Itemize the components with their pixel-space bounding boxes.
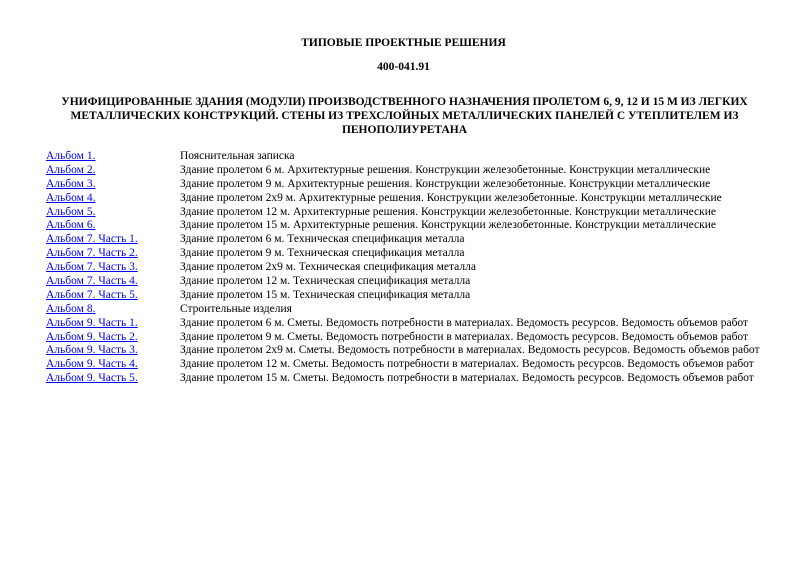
- album-row: [46, 219, 786, 233]
- album-row: [46, 289, 786, 303]
- album-row: [46, 344, 786, 358]
- album-row: [46, 150, 786, 164]
- album-link[interactable]: Альбом 5.: [46, 205, 96, 218]
- album-description: Здание пролетом 15 м. Сметы. Ведомость потребности в материалах. Ведомость ресурсов. Ведомость объемов работ: [180, 372, 754, 385]
- album-description: Здание пролетом 2х9 м. Архитектурные решения. Конструкции железобетонные. Конструкции металлические: [180, 191, 722, 204]
- page-header: [0, 36, 807, 74]
- album-row: [46, 331, 786, 345]
- album-description: Пояснительная записка: [180, 150, 295, 162]
- album-row: [46, 261, 786, 275]
- album-row: [46, 358, 786, 372]
- album-description: Здание пролетом 2х9 м. Сметы. Ведомость потребности в материалах. Ведомость ресурсов. Ведомость объемов работ: [180, 344, 760, 357]
- album-description: Здание пролетом 9 м. Техническая спецификация металла: [180, 247, 465, 260]
- album-row: [46, 372, 786, 386]
- album-list: [46, 150, 786, 386]
- album-description: Строительные изделия: [180, 302, 292, 315]
- album-row: [46, 178, 786, 192]
- album-link[interactable]: Альбом 7. Часть 2.: [46, 247, 138, 260]
- album-row: [46, 303, 786, 317]
- album-description: Здание пролетом 15 м. Архитектурные решения. Конструкции железобетонные. Конструкции металлические: [180, 219, 716, 232]
- album-row: [46, 317, 786, 331]
- album-link[interactable]: Альбом 2.: [46, 163, 96, 176]
- album-row: [46, 275, 786, 289]
- album-link[interactable]: Альбом 9. Часть 1.: [46, 316, 138, 329]
- album-description: Здание пролетом 6 м. Архитектурные решения. Конструкции железобетонные. Конструкции металлические: [180, 163, 711, 176]
- album-description: Здание пролетом 12 м. Архитектурные решения. Конструкции железобетонные. Конструкции металлические: [180, 205, 716, 218]
- album-description: Здание пролетом 6 м. Техническая спецификация металла: [180, 233, 465, 246]
- album-description: Здание пролетом 9 м. Архитектурные решения. Конструкции железобетонные. Конструкции металлические: [180, 177, 711, 190]
- album-link[interactable]: Альбом 1.: [46, 150, 96, 162]
- album-description: Здание пролетом 12 м. Сметы. Ведомость потребности в материалах. Ведомость ресурсов. Ведомость объемов работ: [180, 358, 754, 371]
- album-description: Здание пролетом 9 м. Сметы. Ведомость потребности в материалах. Ведомость ресурсов. Ведомость объемов работ: [180, 330, 749, 343]
- album-link[interactable]: Альбом 6.: [46, 219, 96, 232]
- album-link[interactable]: Альбом 7. Часть 4.: [46, 275, 138, 288]
- album-link[interactable]: Альбом 7. Часть 3.: [46, 261, 138, 274]
- document-number: 400-041.91: [377, 61, 430, 73]
- album-link[interactable]: Альбом 9. Часть 2.: [46, 330, 138, 343]
- album-description: Здание пролетом 15 м. Техническая спецификация металла: [180, 288, 471, 301]
- album-link[interactable]: Альбом 4.: [46, 191, 96, 204]
- album-description: Здание пролетом 12 м. Техническая спецификация металла: [180, 275, 471, 288]
- album-row: [46, 233, 786, 247]
- album-link[interactable]: Альбом 8.: [46, 302, 96, 315]
- album-link[interactable]: Альбом 9. Часть 5.: [46, 372, 138, 385]
- album-description: Здание пролетом 2х9 м. Техническая спецификация металла: [180, 261, 476, 274]
- album-row: [46, 192, 786, 206]
- page-title: УНИФИЦИРОВАННЫЕ ЗДАНИЯ (МОДУЛИ) ПРОИЗВОДСТВЕННОГО НАЗНАЧЕНИЯ ПРОЛЕТОМ 6, 9, 12 И 15 М ИЗ ЛЕГКИХ МЕТАЛЛИЧЕСКИХ КОНСТРУКЦИЙ. СТЕНЫ ИЗ ТРЕХСЛОЙНЫХ МЕТАЛЛИЧЕСКИХ ПАНЕЛЕЙ С УТЕПЛИТЕЛЕМ ИЗ ПЕНОПОЛИУРЕТАНА: [61, 96, 748, 136]
- album-description: Здание пролетом 6 м. Сметы. Ведомость потребности в материалах. Ведомость ресурсов. Ведомость объемов работ: [180, 316, 749, 329]
- album-link[interactable]: Альбом 3.: [46, 177, 96, 190]
- album-link[interactable]: Альбом 7. Часть 1.: [46, 233, 138, 246]
- album-link[interactable]: Альбом 9. Часть 3.: [46, 344, 138, 357]
- series-title: ТИПОВЫЕ ПРОЕКТНЫЕ РЕШЕНИЯ: [301, 37, 506, 49]
- album-row: [46, 164, 786, 178]
- album-row: [46, 206, 786, 220]
- album-link[interactable]: Альбом 7. Часть 5.: [46, 288, 138, 301]
- album-row: [46, 247, 786, 261]
- album-link[interactable]: Альбом 9. Часть 4.: [46, 358, 138, 371]
